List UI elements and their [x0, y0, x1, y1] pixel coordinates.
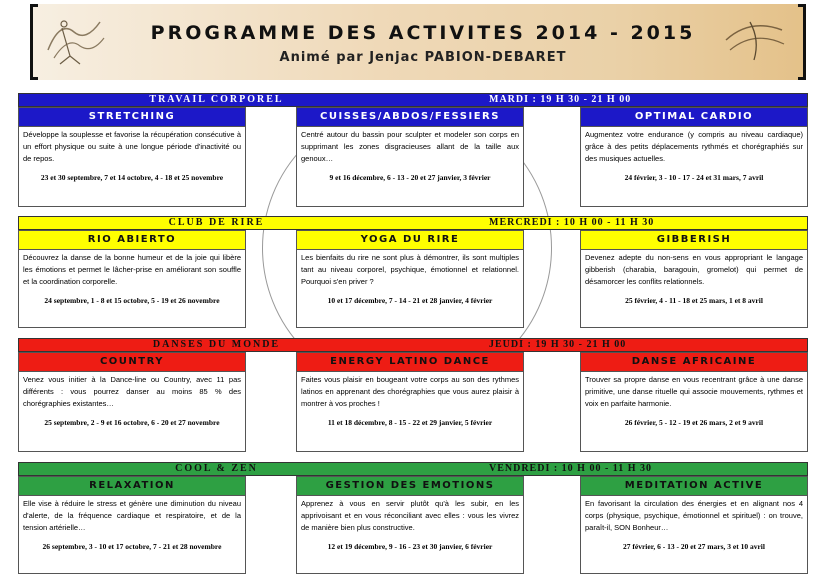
activity-dates: 25 septembre, 2 - 9 et 16 octobre, 6 - 20 et 27 novembre [44, 418, 220, 427]
dancer-decoration-icon [720, 10, 790, 68]
activity-description: Les bienfaits du rire ne sont plus à démontrer, ils sont multiples tant au niveau corporel, psychique, émotionnel et relationnel. Pourquoi s'en priver ? [301, 253, 519, 286]
activity-description: Devenez adepte du non-sens en vous appropriant le langage gibberish (charabia, baragouin, gromelot) qui permet de désamorcer les conflits relationnels. [585, 253, 803, 286]
activity-card-relaxation [18, 476, 246, 574]
activity-dates: 12 et 19 décembre, 9 - 16 - 23 et 30 janvier, 6 février [327, 542, 493, 551]
dancer-logo-icon [40, 10, 110, 68]
activity-name: STRETCHING [19, 108, 245, 127]
activity-card-danse-africaine [580, 352, 808, 452]
activity-dates: 10 et 17 décembre, 7 - 14 - 21 et 28 janvier, 4 février [327, 296, 493, 305]
activity-name: COUNTRY [19, 353, 245, 372]
section-time: JEUDI : 19 H 30 - 21 H 00 [489, 339, 627, 350]
activity-card-optimal-cardio [580, 107, 808, 207]
activity-card-cuisses-abdos-fessiers [296, 107, 524, 207]
section-title: CLUB DE RIRE [168, 217, 265, 228]
activity-description: Développe la souplesse et favorise la récupération consécutive à un effort physique ou suite à une longue période d'inactivité ou de repos. [23, 130, 241, 163]
section-banner-club-de-rire [18, 216, 808, 230]
left-bracket [30, 4, 38, 80]
activity-dates: 24 septembre, 1 - 8 et 15 octobre, 5 - 19 et 26 novembre [44, 296, 220, 305]
activity-dates: 27 février, 6 - 13 - 20 et 27 mars, 3 et 10 avril [623, 542, 765, 551]
page-subtitle: Animé par Jenjac PABION-DEBARET [279, 50, 567, 65]
section-title: TRAVAIL CORPOREL [149, 94, 284, 105]
page-title: PROGRAMME DES ACTIVITES 2014 - 2015 [150, 22, 696, 44]
activity-card-meditation-active [580, 476, 808, 574]
activity-description: En favorisant la circulation des énergies et en alignant nos 4 corps (physique, psychique, émotionnel et spirituel) : on trouve, paraît-il, SON Bonheur… [585, 499, 803, 532]
activity-name: DANSE AFRICAINE [581, 353, 807, 372]
activity-description: Elle vise à réduire le stress et génère une diminution du niveau d'alerte, de la fréquence cardiaque et respiratoire, et de la tension artérielle… [23, 499, 241, 532]
section-time: MARDI : 19 H 30 - 21 H 00 [489, 94, 632, 105]
activity-name: MEDITATION ACTIVE [581, 477, 807, 496]
activity-card-energy-latino-dance [296, 352, 524, 452]
activity-description: Apprenez à vous en servir plutôt qu'à les subir, en les apprivoisant et en vous réconciliant avec elles : vous les vivrez de manière bien plus constructive. [301, 499, 519, 532]
activity-dates: 26 février, 5 - 12 - 19 et 26 mars, 2 et 9 avril [624, 418, 764, 427]
activity-name: CUISSES/ABDOS/FESSIERS [297, 108, 523, 127]
activity-card-stretching [18, 107, 246, 207]
activity-name: GIBBERISH [581, 231, 807, 250]
activity-card-rio-abierto [18, 230, 246, 328]
activity-name: RELAXATION [19, 477, 245, 496]
activity-description: Centré autour du bassin pour sculpter et modeler son corps en supprimant les zones disgracieuses allant de la taille aux genoux… [301, 130, 519, 163]
section-time: MERCREDI : 10 H 00 - 11 H 30 [489, 217, 655, 228]
section-banner-travail-corporel [18, 93, 808, 107]
activity-name: RIO ABIERTO [19, 231, 245, 250]
section-banner-cool-zen [18, 462, 808, 476]
activity-dates: 11 et 18 décembre, 8 - 15 - 22 et 29 janvier, 5 février [327, 418, 493, 427]
activity-dates: 24 février, 3 - 10 - 17 - 24 et 31 mars, 7 avril [624, 173, 764, 182]
activity-dates: 25 février, 4 - 11 - 18 et 25 mars, 1 et 8 avril [625, 296, 763, 305]
section-banner-danses-du-monde [18, 338, 808, 352]
activity-description: Faites vous plaisir en bougeant votre corps au son des rythmes latinos en apprenant des chorégraphies que vous aurez plaisir à montrer à vos proches ! [301, 375, 519, 408]
activity-description: Trouver sa propre danse en vous recentrant grâce à une danse primitive, une danse rituelle qui associe mouvements, rythmes et voix en parfaite harmonie. [585, 375, 803, 408]
activity-name: YOGA DU RIRE [297, 231, 523, 250]
activity-dates: 26 septembre, 3 - 10 et 17 octobre, 7 - 21 et 28 novembre [42, 542, 222, 551]
section-time: VENDREDI : 10 H 00 - 11 H 30 [489, 463, 653, 474]
activity-description: Découvrez la danse de la bonne humeur et de la joie qui libère les émotions et permet le lâcher-prise en améliorant son souffle et la coordination corporelle. [23, 253, 241, 286]
activity-name: GESTION DES EMOTIONS [297, 477, 523, 496]
activity-name: OPTIMAL CARDIO [581, 108, 807, 127]
activity-card-yoga-du-rire [296, 230, 524, 328]
activity-dates: 23 et 30 septembre, 7 et 14 octobre, 4 - 18 et 25 novembre [40, 173, 224, 182]
activity-name: ENERGY LATINO DANCE [297, 353, 523, 372]
activity-dates: 9 et 16 décembre, 6 - 13 - 20 et 27 janvier, 3 février [329, 173, 491, 182]
activity-description: Venez vous initier à la Dance-line ou Country, avec 11 pas différents : vous pourrez danser au moins 85 % des chorégraphies existantes… [23, 375, 241, 408]
activity-card-country [18, 352, 246, 452]
right-bracket [798, 4, 806, 80]
activity-description: Augmentez votre endurance (y compris au niveau cardiaque) grâce à des petits déplacements rythmés et chorégraphiés sur des musiques actuelles. [585, 130, 803, 163]
section-title: COOL & ZEN [175, 463, 258, 474]
section-title: DANSES DU MONDE [152, 339, 281, 350]
activity-card-gestion-des-emotions [296, 476, 524, 574]
activity-card-gibberish [580, 230, 808, 328]
